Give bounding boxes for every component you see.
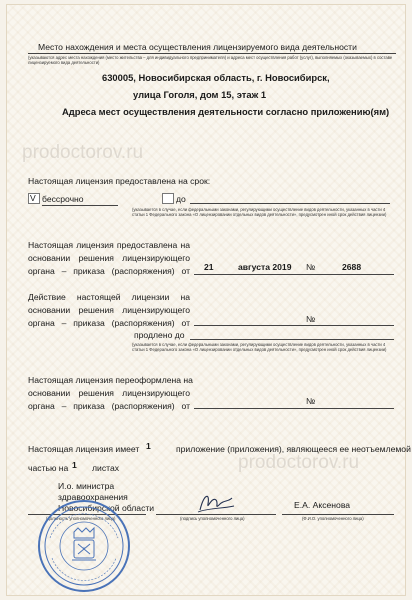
granted-rule [194, 274, 394, 275]
extended-number-label: № [306, 314, 316, 324]
extended-note: (указывается в случае, если федеральными законами, регулирующими осуществление видов деятельности, указанных в части 4 статьи 1 Федерального закона «О лицензировании отдельных видов деятельности», предусмотрен иной срок действия лицензии) [132, 342, 387, 352]
granted-day: 21 [204, 262, 214, 272]
position-caption: (должность уполномоченного лица) [46, 516, 116, 521]
extended-until-rule [190, 339, 394, 340]
signer-position-3: Новосибирской области [58, 503, 155, 513]
granted-line-3: органа – приказа (распоряжения) от [28, 266, 190, 276]
checkbox-mark: V [30, 193, 36, 203]
reissued-rule [194, 408, 394, 409]
extended-line-3: органа – приказа (распоряжения) от [28, 318, 190, 328]
extended-line-2: основании решения лицензирующего [28, 305, 190, 315]
appendix-count: 1 [146, 441, 151, 451]
header-rule [28, 53, 396, 54]
extended-rule [194, 325, 394, 326]
granted-number: 2688 [342, 262, 362, 272]
reissued-line-1: Настоящая лицензия переоформлена на [28, 375, 193, 385]
address-line-1: 630005, Новосибирская область, г. Новосибирск, [102, 72, 330, 83]
address-line-2: улица Гоголя, дом 15, этаж 1 [133, 89, 267, 100]
appendix-line2-prefix: частью на [28, 463, 69, 473]
appendix-sheets-label: листах [92, 463, 120, 473]
signature-caption: (подпись уполномоченного лица) [180, 516, 245, 521]
name-caption: (Ф.И.О. уполномоченного лица) [302, 516, 364, 521]
until-checkbox [162, 193, 174, 204]
signer-position-1: И.о. министра [58, 481, 115, 491]
svg-text:★: ★ [81, 546, 87, 552]
header-title: Место нахождения и места осуществления лицензируемого вида деятельности [38, 42, 357, 52]
until-rule [190, 203, 390, 204]
appendix-prefix: Настоящая лицензия имеет [28, 444, 140, 454]
appendix-suffix: приложение (приложения), являющееся ее неотъемлемой [176, 444, 411, 454]
reissued-line-2: основании решения лицензирующего [28, 388, 190, 398]
term-label: Настоящая лицензия предоставлена на срок: [28, 176, 211, 186]
granted-line-2: основании решения лицензирующего [28, 253, 190, 263]
license-page [6, 4, 411, 596]
header-note: (указываются адрес места нахождения (место жительства – для индивидуального предпринимателя) и адреса мест осуществления работ (услуг), выполняемых (оказываемых) в составе лицензируемого вида деятельности) [28, 55, 393, 65]
watermark: prodoctorov.ru [22, 142, 144, 163]
extended-until: продлено до [134, 330, 185, 340]
official-seal-image [36, 498, 132, 594]
term-rule [42, 205, 118, 206]
until-label: до [176, 194, 186, 204]
term-note: (указывается в случае, если федеральными законами, регулирующими осуществление видов деятельности, указанных в части 4 статьи 1 Федерального закона «О лицензировании отдельных видов деятельности», предусмотрен иной срок действия лицензии) [132, 207, 387, 217]
signer-name: Е.А. Аксенова [294, 500, 351, 510]
reissued-line-3: органа – приказа (распоряжения) от [28, 401, 190, 411]
granted-line-1: Настоящая лицензия предоставлена на [28, 240, 190, 250]
watermark: prodoctorov.ru [238, 452, 360, 473]
indefinite-label: бессрочно [42, 194, 84, 204]
granted-month-year: августа 2019 [238, 262, 292, 272]
name-rule [282, 514, 394, 515]
extended-line-1: Действие настоящей лицензии на [28, 292, 190, 302]
reissued-number-label: № [306, 396, 316, 406]
signature-rule [156, 514, 276, 515]
address-line-3: Адреса мест осуществления деятельности согласно приложению(ям) [62, 106, 390, 117]
appendix-sheets: 1 [72, 460, 77, 470]
granted-number-label: № [306, 262, 316, 272]
signer-position-2: здравоохранения [58, 492, 128, 502]
